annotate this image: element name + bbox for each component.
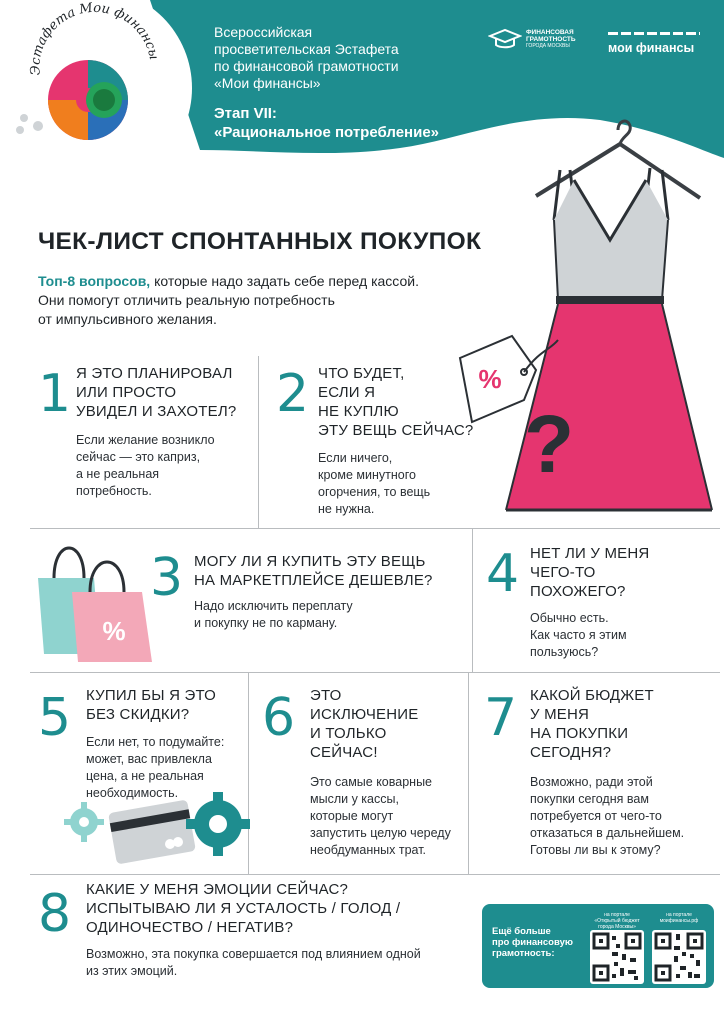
item-question-2: ЧТО БУДЕТ, ЕСЛИ Я НЕ КУПЛЮ ЭТУ ВЕЩЬ СЕЙЧАС? [318,365,474,439]
item-answer-2: Если ничего, кроме минутного огорчения, то вещь не нужна. [318,451,431,516]
shopping-bags-icon [34,538,160,668]
item-answer-5: Если нет, то подумайте: может, вас привлекла цена, а не реальная необходимость. [86,735,225,800]
qr-label-2: на портале моифинансы.рф [659,912,699,924]
item-number-3: 3 [150,548,184,608]
question-mark-icon: ? [524,399,575,490]
dress-illustration [450,110,724,530]
item-number-6: 6 [262,688,296,748]
item-answer-4: Обычно есть. Как часто я этим пользуюсь? [530,611,627,659]
qr-code-icon [590,930,644,984]
page-title: ЧЕК-ЛИСТ СПОНТАННЫХ ПОКУПОК [38,228,482,255]
large-gear-icon [186,792,250,856]
item-question-5: КУПИЛ БЫ Я ЭТО БЕЗ СКИДКИ? [86,687,217,723]
item-question-1: Я ЭТО ПЛАНИРОВАЛ ИЛИ ПРОСТО УВИДЕЛ И ЗАХОТЕЛ? [76,365,237,420]
gears-card-illustration [60,780,250,880]
item-answer-6: Это самые коварные мысли у кассы, которые могут запустить целую череду необдуманных трат. [310,775,451,857]
item-question-8: КАКИЕ У МЕНЯ ЭМОЦИИ СЕЙЧАС? ИСПЫТЫВАЮ ЛИ Я УСТАЛОСТЬ / ГОЛОД / ОДИНОЧЕСТВО / НЕГАТИВ? [86,881,401,936]
relay-logo [0,0,200,190]
item-question-4: НЕТ ЛИ У МЕНЯ ЧЕГО-ТО ПОХОЖЕГО? [530,545,650,600]
item-answer-3: Надо исключить переплату и покупку не по карману. [194,599,353,630]
item-answer-8: Возможно, эта покупка совершается под влиянием одной из этих эмоций. [86,947,421,978]
item-number-4: 4 [486,544,520,604]
header-text [214,24,474,142]
item-answer-7: Возможно, ради этой покупки сегодня вам потребуется от чего-то отказаться в дальнейшем. Готовы ли вы к этому? [530,775,685,857]
intro-text: Топ-8 вопросов, которые надо задать себе перед кассой. Они помогут отличить реальную потребность от импульсивного желания. [38,273,419,327]
qr-label-1: на портале «Открытый бюджет города Москвы» [594,912,640,930]
item-question-6: ЭТО ИСКЛЮЧЕНИЕ И ТОЛЬКО СЕЙЧАС! [310,687,419,761]
item-number-8: 8 [38,884,72,944]
qr-code-moifinansy[interactable] [652,930,706,984]
divider-v2 [472,528,473,672]
graduation-cap-icon [488,28,522,50]
promo-text: Ещё больше про финансовую грамотность: [492,926,573,959]
qr-code-budget[interactable] [590,930,644,984]
brand-dash-line [608,32,700,35]
divider-2 [30,672,720,673]
item-number-7: 7 [484,688,518,748]
divider-v4 [468,672,469,874]
brand-fin-literacy: ФИНАНСОВАЯ ГРАМОТНОСТЬ ГОРОДА МОСКВЫ [488,28,588,50]
intro-accent: Топ-8 вопросов, [38,273,151,289]
item-answer-1: Если желание возникло сейчас — это каприз, а не реальная потребность. [76,433,215,498]
item-number-2: 2 [276,364,310,424]
logo-arc-text: Эстафета Мои финансы [28,0,162,76]
item-number-1: 1 [38,364,72,424]
divider-v1 [258,356,259,528]
item-question-7: КАКОЙ БЮДЖЕТ У МЕНЯ НА ПОКУПКИ СЕГОДНЯ? [530,687,654,761]
organization-name: Всероссийская просветительская Эстафета по финансовой грамотности «Мои финансы» [214,24,399,91]
brand-moi-finansy: мои финансы [608,32,700,55]
item-number-5: 5 [38,688,72,748]
qr-code-icon [652,930,706,984]
credit-card-icon [108,799,196,864]
stage-title: Этап VII: «Рациональное потребление» [214,105,440,141]
item-question-3: МОГУ ЛИ Я КУПИТЬ ЭТУ ВЕЩЬ НА МАРКЕТПЛЕЙСЕ ДЕШЕВЛЕ? [194,553,433,589]
divider-1 [30,528,720,529]
bag-percent: % [102,616,126,646]
small-gear-icon [64,802,104,842]
tag-percent: % [478,364,502,394]
promo-box [482,904,714,988]
